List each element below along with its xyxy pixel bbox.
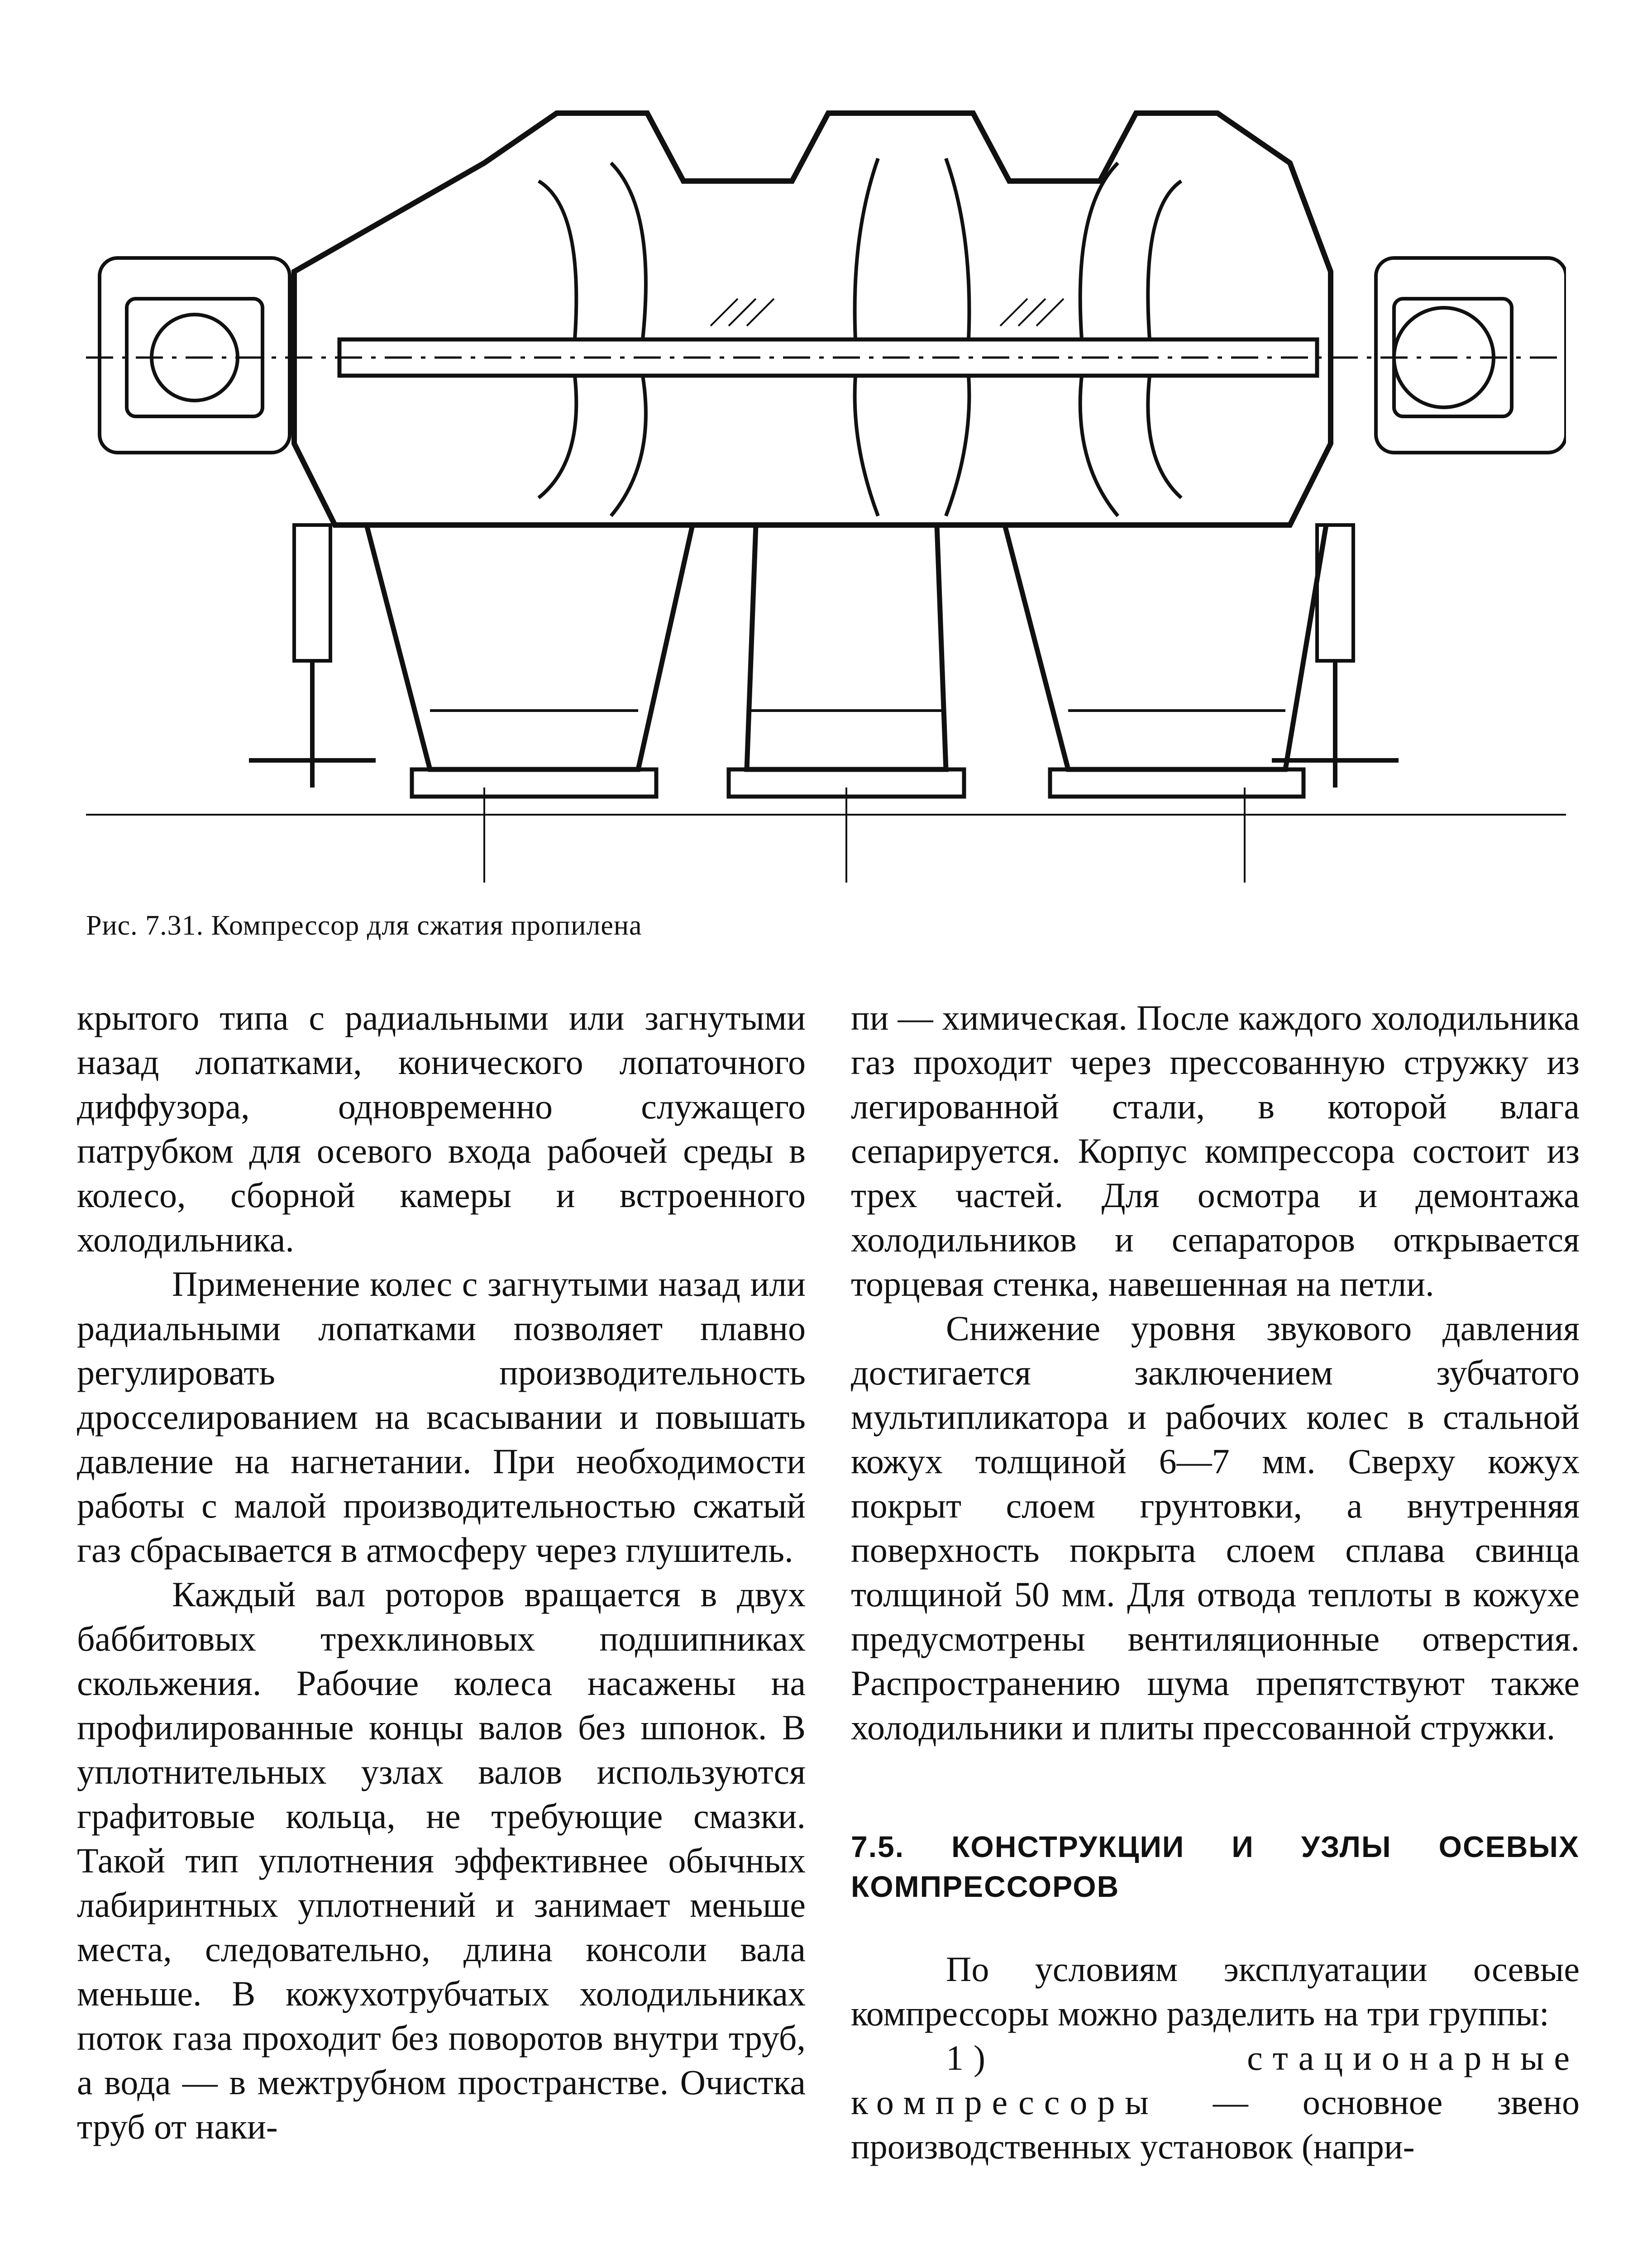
figure-caption: Рис. 7.31. Компрессор для сжатия пропилена [86,910,642,941]
list-item-label: 1) стационарные компрессоры [851,2038,1580,2122]
right-column [851,996,1580,2169]
list-item [851,2036,1580,2169]
paragraph: Снижение уровня звукового давления достигается заключением зубчатого мультипликатора и рабочих колес в стальной кожух толщиной 6—7 мм. Сверху кожух покрыт слоем грунтовки, а внутренняя поверхность покрыта слоем сплава свинца толщиной 50 мм. Для отвода теплоты в кожухе предусмотрены вентиляционные отверстия. Распространению шума препятствуют также холодильники и плиты прессованной стружки. [851,1308,1580,1747]
left-column [77,996,806,2149]
list-item-text: — основное звено производственных установок (напри- [851,2082,1580,2166]
paragraph: Применение колес с загнутыми назад или радиальными лопатками позволяет плавно регулировать производительность дросселированием на всасывании и повышать давление на нагнетании. При необходимости работы с малой производительностью сжатый газ сбрасывается в атмосферу через глушитель. [77,1264,806,1570]
paragraph: крытого типа с радиальными или загнутыми назад лопатками, конического лопаточного диффузора, одновременно служащего патрубком для осевого входа рабочей среды в колесо, сборной камеры и встроенного холодильника. [77,998,806,1259]
compressor-drawing [86,45,1566,896]
paragraph: По условиям эксплуатации осевые компрессоры можно разделить на три группы: [851,1949,1580,2033]
paragraph: Каждый вал роторов вращается в двух баббитовых трехклиновых подшипниках скольжения. Рабочие колеса насажены на профилированные концы валов без шпонок. В уплотнительных узлах валов используются графитовые кольца, не требующие смазки. Такой тип уплотнения эффективнее обычных лабиринтных уплотнений и занимает меньше места, следовательно, длина консоли вала меньше. В кожухотрубчатых холодильниках поток газа проходит без поворотов внутри труб, а вода — в межтрубном пространстве. Очистка труб от наки- [77,1575,806,2146]
paragraph: пи — химическая. После каждого холодильника газ проходит через прессованную стружку из легированной стали, в которой влага сепарируется. Корпус компрессора состоит из трех частей. Для осмотра и демонтажа холодильников и сепараторов открывается торцевая стенка, навешенная на петли. [851,998,1580,1303]
section-heading: 7.5. КОНСТРУКЦИИ И УЗЛЫ ОСЕВЫХ КОМПРЕССОРОВ [851,1830,1580,1903]
